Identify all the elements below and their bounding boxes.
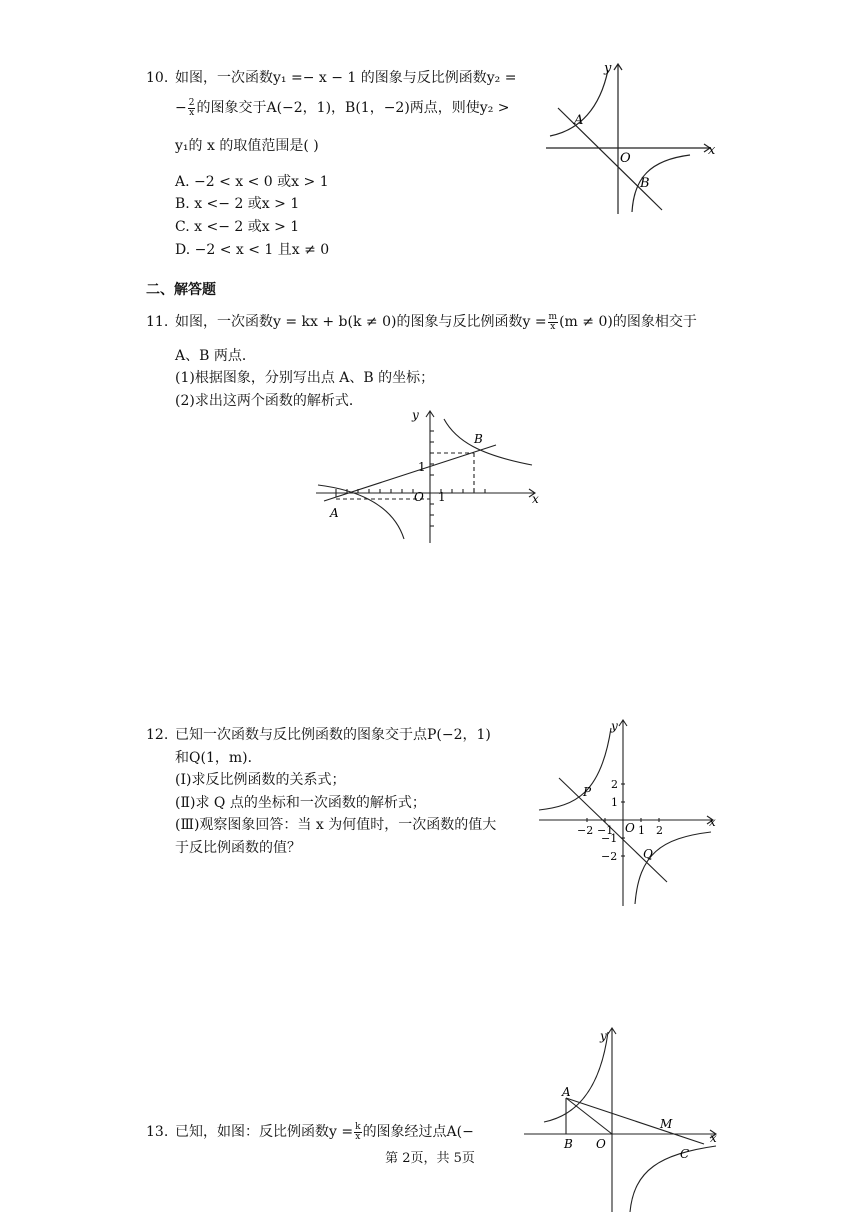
q12-line4: (Ⅱ)求 Q 点的坐标和一次函数的解析式； [175, 795, 426, 811]
q10-minus: − [175, 100, 187, 116]
q13-line1-a: 已知，如图：反比例函数y = [175, 1124, 354, 1140]
q12-graph [535, 714, 720, 910]
q12-line5: (Ⅲ)观察图象回答：当 x 为何值时，一次函数的值大 [175, 817, 497, 833]
q12-hyperbola-left [539, 728, 611, 810]
q11-y-ticks [430, 431, 434, 526]
q12-tick-x-1: 1 [638, 824, 645, 837]
q13-line1-b: 的图象经过点A(− [362, 1124, 474, 1140]
q12-line1: 已知一次函数与反比例函数的图象交于点P(−2，1) [175, 727, 491, 743]
q10-line1: 如图，一次函数y₁ =− x − 1 的图象与反比例函数y₂ = [175, 70, 517, 86]
q12-tick-x-minus1: −1 [597, 824, 614, 837]
q12-hyperbola-right [635, 832, 711, 904]
q11-point-b-label: B [474, 432, 483, 446]
q12-point-q-label: Q [643, 847, 653, 861]
q10-x-label: x [708, 143, 716, 158]
q11-line3: (1)根据图象，分别写出点 A、B 的坐标； [175, 370, 435, 386]
q11-y-one-label: 1 [418, 460, 426, 474]
q11-line2: A、B 两点． [175, 348, 256, 364]
q11-y-label: y [412, 408, 419, 422]
q12-number: 12. [146, 727, 169, 743]
q10-point-b-label: B [640, 176, 650, 191]
q11-dashed-guides [336, 453, 474, 499]
q11-x-label: x [532, 492, 539, 506]
q13-line1 [175, 1122, 474, 1142]
q11-line4: (2)求出这两个函数的解析式． [175, 393, 363, 409]
q10-fraction: $\frac{2}{x}$ [188, 97, 195, 118]
q11-x-one-label: 1 [438, 490, 446, 504]
q11-line1-a: 如图，一次函数y = kx + b(k ≠ 0)的图象与反比例函数y = [175, 314, 547, 330]
q12-line3: (Ⅰ)求反比例函数的关系式； [175, 772, 346, 788]
q13-graph [520, 1022, 720, 1214]
q10-point-a-label: A [574, 113, 584, 128]
q10-option-b: B. x <− 2 或x > 1 [175, 196, 300, 212]
q12-origin-label: O [625, 821, 635, 835]
q13-number: 13. [146, 1124, 169, 1140]
q12-tick-y-2: 2 [611, 778, 618, 791]
q13-fraction: $\frac{k}{x}$ [355, 1121, 361, 1142]
q12-line6: 于反比例函数的值？ [175, 840, 301, 856]
q13-y-label: y [600, 1029, 607, 1043]
q11-fraction: $\frac{m}{x}$ [548, 311, 558, 332]
q10-line2 [175, 98, 510, 118]
q11-x-ticks [336, 489, 485, 493]
q11-line1 [175, 312, 697, 332]
section-title: 二、解答题 [146, 282, 216, 298]
q12-tick-y-1: 1 [611, 796, 618, 809]
q10-line2-rest: 的图象交于A(−2，1)，B(1，−2)两点，则使y₂ > [196, 100, 510, 116]
page-footer: 第 2页，共 5页 [385, 1151, 475, 1166]
q10-y-label: y [604, 61, 612, 76]
q11-graph [310, 405, 550, 547]
q13-point-c-label: C [680, 1147, 690, 1161]
q13-line-ao [566, 1098, 612, 1134]
q13-point-a-label: A [562, 1085, 571, 1099]
q11-origin-label: O [414, 490, 424, 504]
q12-tick-y-minus1: −1 [601, 832, 618, 845]
q10-option-c: C. x <− 2 或x > 1 [175, 219, 300, 235]
q12-tick-x-2: 2 [656, 824, 663, 837]
q10-origin-label: O [620, 151, 631, 166]
q12-tick-x-minus2: −2 [577, 824, 594, 837]
q13-point-m-label: M [660, 1117, 673, 1131]
q10-number: 10. [146, 70, 169, 86]
q10-option-a: A. −2 < x < 0 或x > 1 [175, 174, 329, 190]
q13-origin-label: O [596, 1137, 606, 1151]
q12-tick-y-minus2: −2 [601, 850, 618, 863]
q11-number: 11. [146, 314, 169, 330]
q11-line1-b: (m ≠ 0)的图象相交于 [559, 314, 697, 330]
q13-x-label: x [710, 1131, 717, 1145]
q12-x-label: x [709, 815, 716, 829]
q10-option-d: D. −2 < x < 1 且x ≠ 0 [175, 242, 330, 258]
q11-point-a-label: A [330, 506, 339, 520]
q10-graph [540, 58, 720, 218]
q13-point-b-label: B [564, 1137, 573, 1151]
q12-y-label: y [611, 719, 618, 733]
q10-line3: y₁的 x 的取值范围是( ) [175, 138, 319, 154]
q13-line-ac [566, 1098, 704, 1144]
q12-point-p-label: P [583, 785, 592, 799]
q12-line2: 和Q(1，m)． [175, 750, 262, 766]
